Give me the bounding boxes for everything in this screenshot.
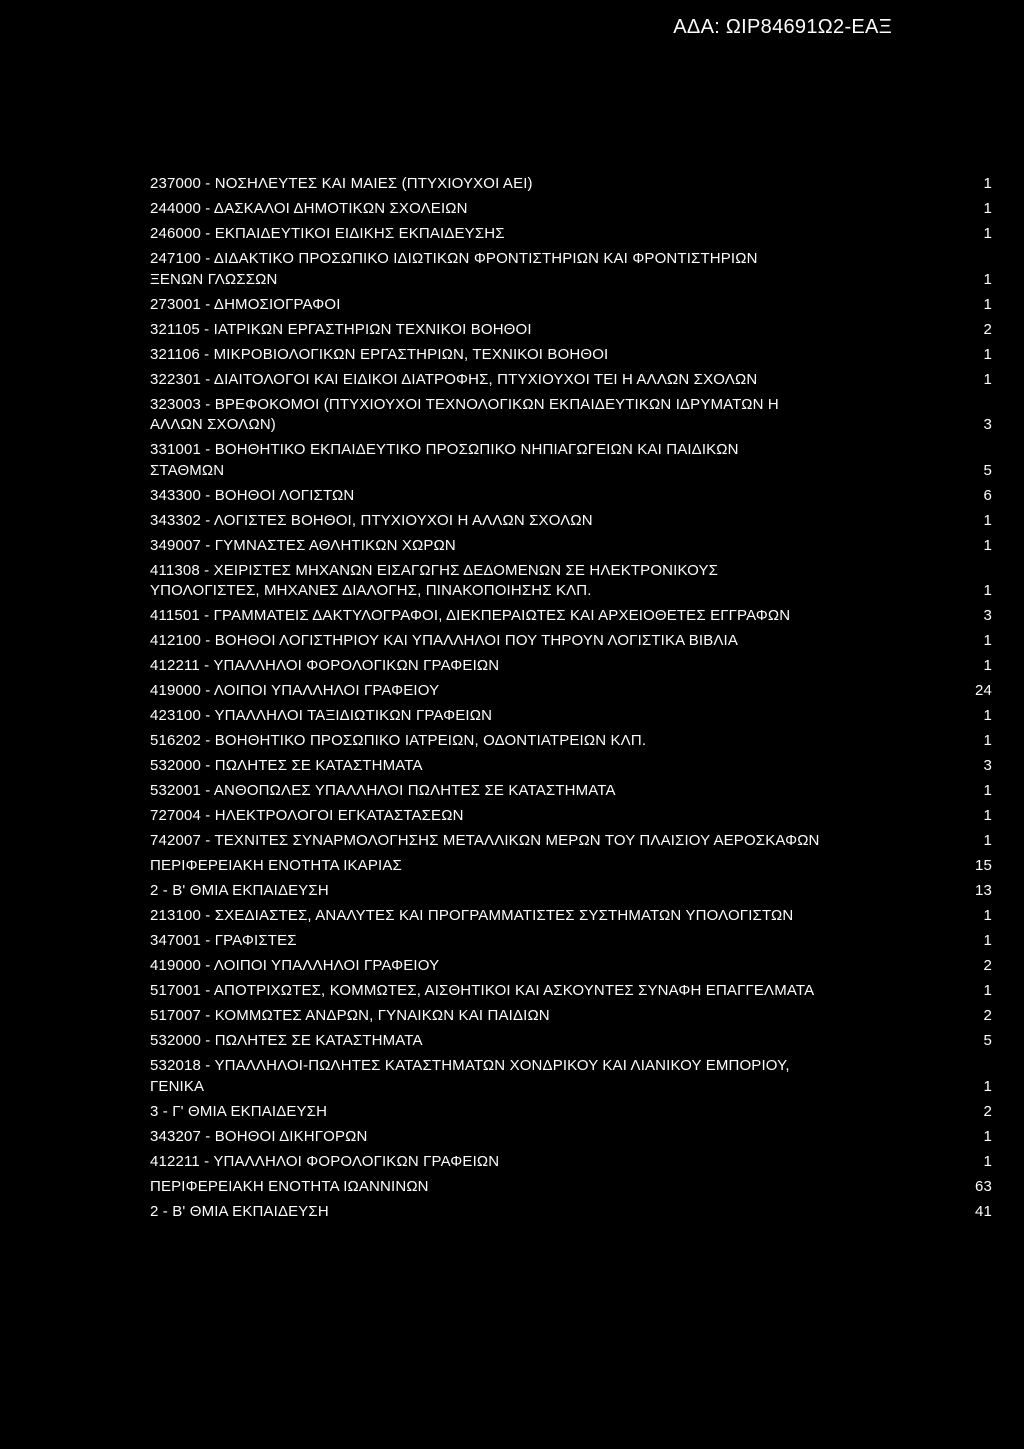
row-count: 1 <box>983 782 992 799</box>
table-row <box>150 370 992 395</box>
table-row <box>150 295 992 320</box>
row-count: 1 <box>983 175 992 192</box>
table-row <box>150 631 992 656</box>
row-label: 331001 - ΒΟΗΘΗΤΙΚΟ ΕΚΠΑΙΔΕΥΤΙΚΟ ΠΡΟΣΩΠΙΚΟ ΝΗΠΙΑΓΩΓΕΙΩΝ ΚΑΙ ΠΑΙΔΙΚΩΝ ΣΤΑΘΜΩΝ <box>150 441 739 479</box>
table-row <box>150 486 992 511</box>
row-count: 1 <box>983 707 992 724</box>
table-row <box>150 440 992 486</box>
row-count: 1 <box>983 345 992 363</box>
row-label: 244000 - ΔΑΣΚΑΛΟΙ ΔΗΜΟΤΙΚΩΝ ΣΧΟΛΕΙΩΝ <box>150 200 468 217</box>
row-count: 1 <box>983 982 992 999</box>
row-count: 2 <box>983 1102 992 1120</box>
row-label: 347001 - ΓΡΑΦΙΣΤΕΣ <box>150 932 297 949</box>
table-row <box>150 656 992 681</box>
table-row <box>150 831 992 856</box>
row-count: 1 <box>983 295 992 313</box>
table-row <box>150 1202 992 1227</box>
table-row <box>150 706 992 731</box>
row-label: 517001 - ΑΠΟΤΡΙΧΩΤΕΣ, ΚΟΜΜΩΤΕΣ, ΑΙΣΘΗΤΙΚΟΙ ΚΑΙ ΑΣΚΟΥΝΤΕΣ ΣΥΝΑΦΗ ΕΠΑΓΓΕΛΜΑΤΑ <box>150 982 815 999</box>
row-count: 5 <box>983 1032 992 1049</box>
row-label: 419000 - ΛΟΙΠΟΙ ΥΠΑΛΛΗΛΟΙ ΓΡΑΦΕΙΟΥ <box>150 682 440 699</box>
row-count: 41 <box>975 1202 992 1220</box>
table-row <box>150 1006 992 1031</box>
row-label: 419000 - ΛΟΙΠΟΙ ΥΠΑΛΛΗΛΟΙ ΓΡΑΦΕΙΟΥ <box>150 957 440 974</box>
row-label: 343300 - ΒΟΗΘΟΙ ΛΟΓΙΣΤΩΝ <box>150 486 355 504</box>
row-count: 1 <box>983 1077 992 1095</box>
table-row <box>150 1102 992 1127</box>
table-row <box>150 174 992 199</box>
row-label: 247100 - ΔΙΔΑΚΤΙΚΟ ΠΡΟΣΩΠΙΚΟ ΙΔΙΩΤΙΚΩΝ ΦΡΟΝΤΙΣΤΗΡΙΩΝ ΚΑΙ ΦΡΟΝΤΙΣΤΗΡΙΩΝ ΞΕΝΩΝ ΓΛΩΣΣΩΝ <box>150 250 758 288</box>
row-count: 2 <box>983 320 992 338</box>
row-count: 2 <box>983 957 992 974</box>
table-row <box>150 320 992 345</box>
table-row <box>150 1152 992 1177</box>
row-label: 423100 - ΥΠΑΛΛΗΛΟΙ ΤΑΞΙΔΙΩΤΙΚΩΝ ΓΡΑΦΕΙΩΝ <box>150 707 493 724</box>
table-row <box>150 511 992 536</box>
row-count: 1 <box>983 270 992 288</box>
row-count: 3 <box>983 416 992 433</box>
row-label: 727004 - ΗΛΕΚΤΡΟΛΟΓΟΙ ΕΓΚΑΤΑΣΤΑΣΕΩΝ <box>150 807 464 824</box>
ada-header: ΑΔΑ: ΩΙΡ84691Ω2-ΕΑΞ <box>673 16 892 38</box>
row-count: 6 <box>983 486 992 504</box>
table-row <box>150 561 992 607</box>
row-label: 213100 - ΣΧΕΔΙΑΣΤΕΣ, ΑΝΑΛΥΤΕΣ ΚΑΙ ΠΡΟΓΡΑΜΜΑΤΙΣΤΕΣ ΣΥΣΤΗΜΑΤΩΝ ΥΠΟΛΟΓΙΣΤΩΝ <box>150 907 794 924</box>
row-label: 742007 - ΤΕΧΝΙΤΕΣ ΣΥΝΑΡΜΟΛΟΓΗΣΗΣ ΜΕΤΑΛΛΙΚΩΝ ΜΕΡΩΝ ΤΟΥ ΠΛΑΙΣΙΟΥ ΑΕΡΟΣΚΑΦΩΝ <box>150 832 820 849</box>
row-count: 1 <box>983 200 992 217</box>
row-label: 246000 - ΕΚΠΑΙΔΕΥΤΙΚΟΙ ΕΙΔΙΚΗΣ ΕΚΠΑΙΔΕΥΣΗΣ <box>150 225 505 242</box>
table-row <box>150 681 992 706</box>
row-count: 3 <box>983 757 992 774</box>
table-row <box>150 606 992 631</box>
row-count: 1 <box>983 657 992 674</box>
table-row <box>150 756 992 781</box>
row-label: 532018 - ΥΠΑΛΛΗΛΟΙ-ΠΩΛΗΤΕΣ ΚΑΤΑΣΤΗΜΑΤΩΝ ΧΟΝΔΡΙΚΟΥ ΚΑΙ ΛΙΑΝΙΚΟΥ ΕΜΠΟΡΙΟΥ, ΓΕΝΙΚΑ <box>150 1057 790 1095</box>
row-label: 412100 - ΒΟΗΘΟΙ ΛΟΓΙΣΤΗΡΙΟΥ ΚΑΙ ΥΠΑΛΛΗΛΟΙ ΠΟΥ ΤΗΡΟΥΝ ΛΟΓΙΣΤΙΚΑ ΒΙΒΛΙΑ <box>150 632 739 649</box>
row-label: 2 - Β' ΘΜΙΑ ΕΚΠΑΙΔΕΥΣΗ <box>150 882 329 899</box>
row-label: 412211 - ΥΠΑΛΛΗΛΟΙ ΦΟΡΟΛΟΓΙΚΩΝ ΓΡΑΦΕΙΩΝ <box>150 1152 500 1170</box>
row-count: 1 <box>983 832 992 849</box>
row-label: 516202 - ΒΟΗΘΗΤΙΚΟ ΠΡΟΣΩΠΙΚΟ ΙΑΤΡΕΙΩΝ, ΟΔΟΝΤΙΑΤΡΕΙΩΝ ΚΛΠ. <box>150 732 647 749</box>
table-row <box>150 956 992 981</box>
row-label: 343207 - ΒΟΗΘΟΙ ΔΙΚΗΓΟΡΩΝ <box>150 1127 368 1145</box>
row-count: 1 <box>983 1152 992 1170</box>
row-count: 1 <box>983 511 992 529</box>
positions-table <box>150 174 992 1227</box>
row-count: 2 <box>983 1007 992 1024</box>
row-label: 532000 - ΠΩΛΗΤΕΣ ΣΕ ΚΑΤΑΣΤΗΜΑΤΑ <box>150 1032 423 1049</box>
row-label: 532001 - ΑΝΘΟΠΩΛΕΣ ΥΠΑΛΛΗΛΟΙ ΠΩΛΗΤΕΣ ΣΕ ΚΑΤΑΣΤΗΜΑΤΑ <box>150 782 616 799</box>
row-count: 1 <box>983 732 992 749</box>
row-count: 1 <box>983 932 992 949</box>
table-row <box>150 731 992 756</box>
table-row <box>150 1056 992 1102</box>
table-row <box>150 856 992 881</box>
row-count: 15 <box>975 857 992 874</box>
row-count: 1 <box>983 370 992 388</box>
row-label: ΠΕΡΙΦΕΡΕΙΑΚΗ ΕΝΟΤΗΤΑ ΙΚΑΡΙΑΣ <box>150 857 402 874</box>
row-count: 24 <box>975 682 992 699</box>
table-row <box>150 1127 992 1152</box>
table-row <box>150 781 992 806</box>
row-label: 323003 - ΒΡΕΦΟΚΟΜΟΙ (ΠΤΥΧΙΟΥΧΟΙ ΤΕΧΝΟΛΟΓΙΚΩΝ ΕΚΠΑΙΔΕΥΤΙΚΩΝ ΙΔΡΥΜΑΤΩΝ Η ΑΛΛΩΝ ΣΧΟΛΩΝ) <box>150 395 779 433</box>
row-label: 3 - Γ' ΘΜΙΑ ΕΚΠΑΙΔΕΥΣΗ <box>150 1102 328 1120</box>
row-label: 411501 - ΓΡΑΜΜΑΤΕΙΣ ΔΑΚΤΥΛΟΓΡΑΦΟΙ, ΔΙΕΚΠΕΡΑΙΩΤΕΣ ΚΑΙ ΑΡΧΕΙΟΘΕΤΕΣ ΕΓΓΡΑΦΩΝ <box>150 607 791 624</box>
row-label: 273001 - ΔΗΜΟΣΙΟΓΡΑΦΟΙ <box>150 295 341 313</box>
row-count: 63 <box>975 1177 992 1195</box>
table-row <box>150 931 992 956</box>
table-row <box>150 1031 992 1056</box>
table-row <box>150 395 992 441</box>
row-count: 1 <box>983 907 992 924</box>
table-row <box>150 881 992 906</box>
row-count: 3 <box>983 607 992 624</box>
row-label: 322301 - ΔΙΑΙΤΟΛΟΓΟΙ ΚΑΙ ΕΙΔΙΚΟΙ ΔΙΑΤΡΟΦΗΣ, ΠΤΥΧΙΟΥΧΟΙ ΤΕΙ Η ΑΛΛΩΝ ΣΧΟΛΩΝ <box>150 370 758 388</box>
table-row <box>150 345 992 370</box>
row-label: 321105 - ΙΑΤΡΙΚΩΝ ΕΡΓΑΣΤΗΡΙΩΝ ΤΕΧΝΙΚΟΙ ΒΟΗΘΟΙ <box>150 320 532 338</box>
row-label: 412211 - ΥΠΑΛΛΗΛΟΙ ΦΟΡΟΛΟΓΙΚΩΝ ΓΡΑΦΕΙΩΝ <box>150 657 500 674</box>
row-label: 343302 - ΛΟΓΙΣΤΕΣ ΒΟΗΘΟΙ, ΠΤΥΧΙΟΥΧΟΙ Η ΑΛΛΩΝ ΣΧΟΛΩΝ <box>150 511 593 529</box>
row-count: 1 <box>983 582 992 599</box>
row-label: 411308 - ΧΕΙΡΙΣΤΕΣ ΜΗΧΑΝΩΝ ΕΙΣΑΓΩΓΗΣ ΔΕΔΟΜΕΝΩΝ ΣΕ ΗΛΕΚΤΡΟΝΙΚΟΥΣ ΥΠΟΛΟΓΙΣΤΕΣ, ΜΗΧΑΝΕΣ ΔΙΑΛΟΓΗΣ, ΠΙΝΑΚΟΠΟΙΗΣΗΣ ΚΛΠ. <box>150 561 719 599</box>
row-label: 532000 - ΠΩΛΗΤΕΣ ΣΕ ΚΑΤΑΣΤΗΜΑΤΑ <box>150 757 423 774</box>
table-row <box>150 224 992 249</box>
table-row <box>150 536 992 561</box>
row-count: 13 <box>975 882 992 899</box>
row-label: 237000 - ΝΟΣΗΛΕΥΤΕΣ ΚΑΙ ΜΑΙΕΣ (ΠΤΥΧΙΟΥΧΟΙ ΑΕΙ) <box>150 175 533 192</box>
table-row <box>150 249 992 295</box>
row-count: 1 <box>983 632 992 649</box>
table-row <box>150 806 992 831</box>
row-count: 5 <box>983 461 992 479</box>
row-label: ΠΕΡΙΦΕΡΕΙΑΚΗ ΕΝΟΤΗΤΑ ΙΩΑΝΝΙΝΩΝ <box>150 1177 429 1195</box>
row-label: 349007 - ΓΥΜΝΑΣΤΕΣ ΑΘΛΗΤΙΚΩΝ ΧΩΡΩΝ <box>150 536 456 554</box>
table-row <box>150 906 992 931</box>
table-row <box>150 1177 992 1202</box>
table-row <box>150 981 992 1006</box>
row-label: 321106 - ΜΙΚΡΟΒΙΟΛΟΓΙΚΩΝ ΕΡΓΑΣΤΗΡΙΩΝ, ΤΕΧΝΙΚΟΙ ΒΟΗΘΟΙ <box>150 345 609 363</box>
row-count: 1 <box>983 807 992 824</box>
row-count: 1 <box>983 536 992 554</box>
row-label: 517007 - ΚΟΜΜΩΤΕΣ ΑΝΔΡΩΝ, ΓΥΝΑΙΚΩΝ ΚΑΙ ΠΑΙΔΙΩΝ <box>150 1007 550 1024</box>
table-row <box>150 199 992 224</box>
row-count: 1 <box>983 1127 992 1145</box>
row-label: 2 - Β' ΘΜΙΑ ΕΚΠΑΙΔΕΥΣΗ <box>150 1202 329 1220</box>
row-count: 1 <box>983 225 992 242</box>
